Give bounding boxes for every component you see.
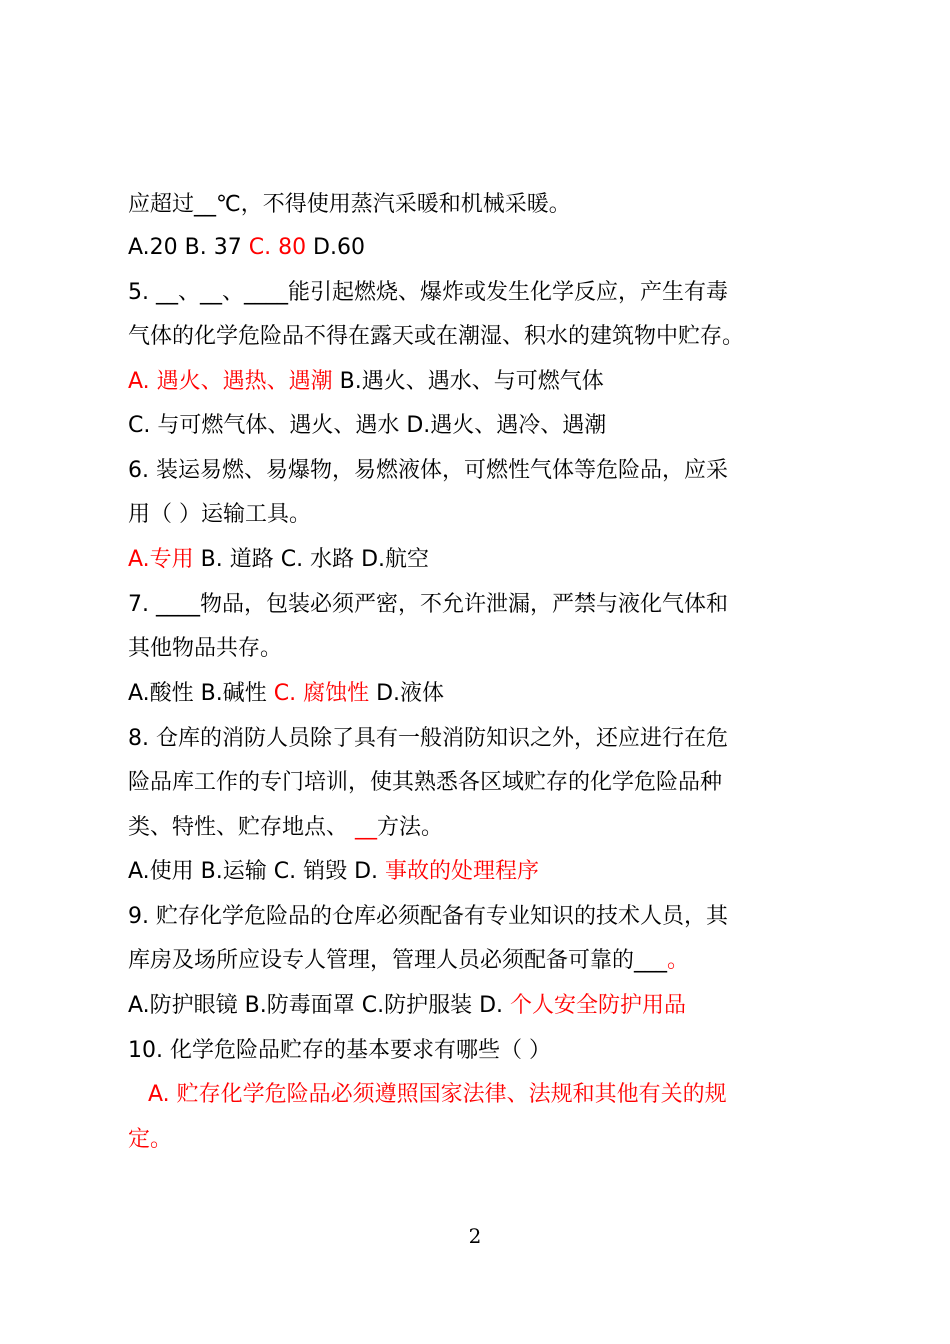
text-line: 方法。	[377, 815, 444, 840]
question-7-options	[128, 679, 444, 709]
option-text: A.防护眼镜 B.防毒面罩 C.防护服装 D.	[128, 993, 511, 1018]
question-7-line-2	[128, 634, 282, 664]
text-line: 气体的化学危险品不得在露天或在潮湿、积水的建筑物中贮存。	[128, 324, 745, 349]
question-7-line-1	[128, 590, 728, 620]
question-6-line-2	[128, 500, 311, 530]
answer-blank: __	[355, 815, 377, 840]
text-line: 库房及场所应设专人管理，管理人员必须配备可靠的___	[128, 948, 668, 973]
answer-mark: 。	[667, 948, 690, 973]
correct-answer: 定。	[128, 1127, 173, 1152]
question-4-continuation	[128, 190, 571, 220]
question-9-options	[128, 991, 686, 1021]
text-line: 7. ____物品，包装必须严密，不允许泄漏，严禁与液化气体和	[128, 592, 728, 617]
correct-answer: A. 贮存化学危险品必须遵照国家法律、法规和其他有关的规	[148, 1082, 727, 1107]
page-number: 2	[468, 1224, 482, 1248]
question-10-answer-line-2	[128, 1125, 172, 1155]
option-text: D.液体	[369, 681, 445, 706]
correct-answer: C. 80	[248, 235, 307, 260]
question-5-options-1	[128, 367, 604, 397]
question-6-options	[128, 545, 429, 575]
text-line: 应超过__℃，不得使用蒸汽采暖和机械采暖。	[128, 192, 571, 217]
text-line: 10. 化学危险品贮存的基本要求有哪些（ ）	[128, 1038, 551, 1063]
question-8-options	[128, 857, 539, 887]
option-text: A.酸性 B.碱性	[128, 681, 274, 706]
question-9-line-1	[128, 902, 728, 932]
text-line: 其他物品共存。	[128, 636, 283, 661]
text-line: 5. __、__、____能引起燃烧、爆炸或发生化学反应，产生有毒	[128, 280, 728, 305]
text-line: 6. 装运易燃、易爆物，易燃液体，可燃性气体等危险品，应采	[128, 458, 728, 483]
option-text: B. 道路 C. 水路 D.航空	[193, 547, 430, 572]
text-line: 8. 仓库的消防人员除了具有一般消防知识之外，还应进行在危	[128, 726, 728, 751]
question-6-line-1	[128, 456, 728, 486]
correct-answer: 个人安全防护用品	[510, 993, 687, 1018]
correct-answer: 事故的处理程序	[385, 859, 540, 884]
text-line: 类、特性、贮存地点、	[128, 815, 355, 840]
correct-answer: A. 遇火、遇热、遇潮	[128, 369, 333, 394]
question-10-line-1	[128, 1036, 551, 1066]
question-4-options	[128, 233, 365, 263]
question-9-line-2	[128, 946, 689, 976]
option-text: A.20 B. 37	[128, 235, 249, 260]
text-line: 险品库工作的专门培训，使其熟悉各区域贮存的化学危险品种	[128, 770, 723, 795]
question-8-line-2	[128, 768, 722, 798]
text-line: 9. 贮存化学危险品的仓库必须配备有专业知识的技术人员，其	[128, 904, 728, 929]
option-text: A.使用 B.运输 C. 销毁 D.	[128, 859, 385, 884]
correct-answer: C. 腐蚀性	[273, 681, 370, 706]
question-10-answer-line-1	[148, 1080, 727, 1110]
question-5-line-1	[128, 278, 728, 308]
text-line: 用（ ）运输工具。	[128, 502, 311, 527]
option-text: B.遇火、遇水、与可燃气体	[332, 369, 604, 394]
question-5-options-2	[128, 411, 606, 441]
question-5-line-2	[128, 322, 744, 352]
question-8-line-3	[128, 813, 443, 843]
correct-answer: A.专用	[128, 547, 194, 572]
question-8-line-1	[128, 724, 728, 754]
option-text: D.60	[306, 235, 365, 260]
option-text: C. 与可燃气体、遇火、遇水 D.遇火、遇冷、遇潮	[128, 413, 607, 438]
